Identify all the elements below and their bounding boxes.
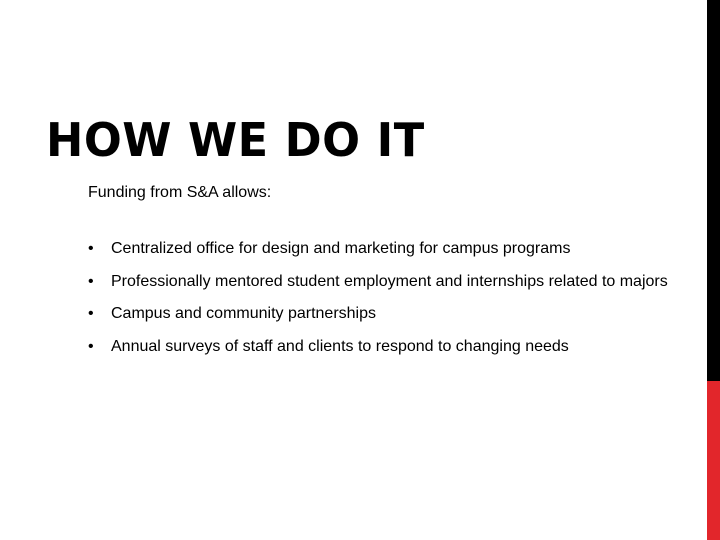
bullet-marker: • bbox=[88, 272, 94, 290]
list-item bbox=[88, 266, 668, 299]
bullet-text: Centralized office for design and marketing for campus programs bbox=[111, 240, 571, 257]
bullet-list bbox=[88, 233, 668, 363]
bullet-marker: • bbox=[88, 337, 94, 355]
bullet-text: Annual surveys of staff and clients to respond to changing needs bbox=[111, 337, 569, 355]
list-item bbox=[88, 331, 668, 364]
list-item bbox=[88, 233, 668, 266]
side-accent-bar-red bbox=[707, 381, 720, 540]
list-item bbox=[88, 298, 668, 331]
bullet-text: Campus and community partnerships bbox=[111, 305, 377, 322]
bullet-marker: • bbox=[88, 305, 94, 322]
bullet-marker: • bbox=[88, 240, 94, 257]
bullet-text: Professionally mentored student employment and internships related to majors bbox=[111, 272, 668, 290]
side-accent-bar-black bbox=[707, 0, 720, 381]
slide-title: HOW WE DO IT bbox=[46, 113, 425, 167]
intro-text: Funding from S&A allows: bbox=[88, 184, 272, 201]
